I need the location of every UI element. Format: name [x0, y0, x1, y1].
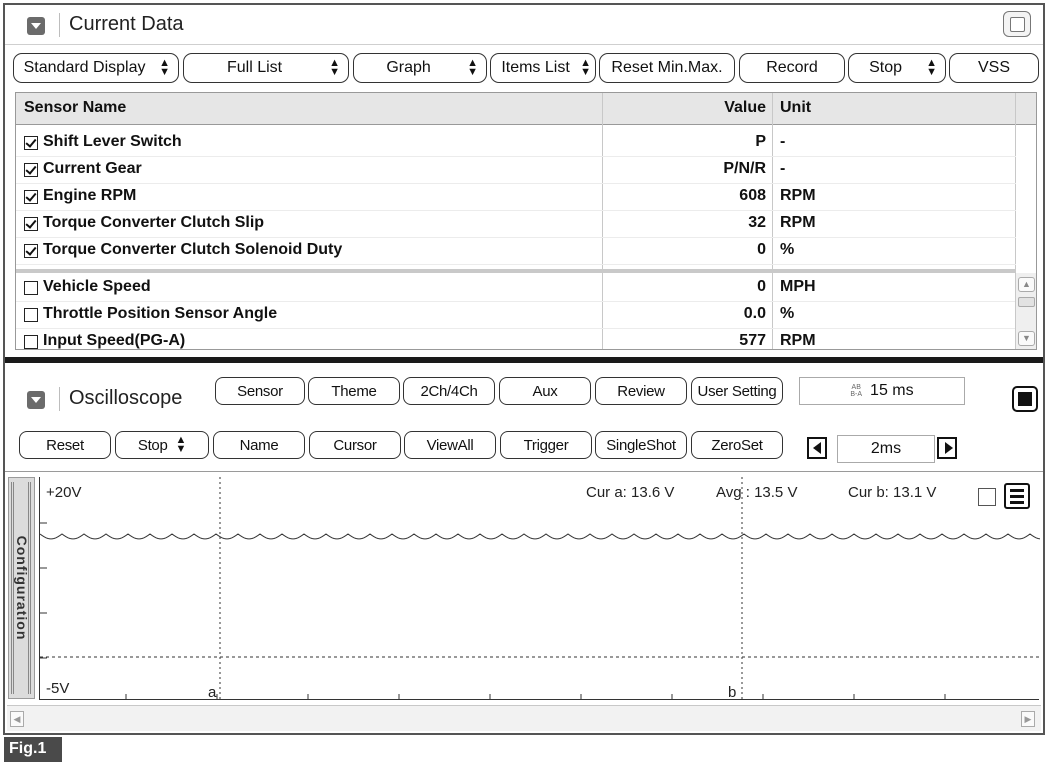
- view-all-button[interactable]: [404, 431, 496, 459]
- record-button[interactable]: [739, 53, 845, 83]
- plot-checkbox[interactable]: [978, 488, 996, 506]
- collapse-oscilloscope-icon[interactable]: [27, 391, 45, 409]
- timebase-decrease-icon[interactable]: [807, 437, 827, 459]
- timebase-readout: [837, 435, 935, 463]
- table-row[interactable]: [16, 157, 1016, 184]
- table-row[interactable]: [16, 130, 1016, 157]
- time-readout: [799, 377, 965, 405]
- zero-set-button[interactable]: [691, 431, 783, 459]
- voltage-waveform: [40, 534, 1040, 539]
- ab-delta-icon: [850, 384, 862, 398]
- items-list-label: Items List: [501, 59, 570, 76]
- sensor-name: Torque Converter Clutch Solenoid Duty: [43, 241, 343, 258]
- menu-lines-icon[interactable]: [1004, 483, 1030, 509]
- sensor-label: Sensor: [237, 382, 283, 400]
- aux-button[interactable]: [499, 377, 591, 405]
- sensor-value: 0: [757, 241, 766, 258]
- scroll-down-icon[interactable]: ▼: [1018, 331, 1035, 346]
- row-checkbox[interactable]: [24, 163, 38, 177]
- aux-label: Aux: [532, 382, 558, 400]
- stop-select[interactable]: [848, 53, 946, 83]
- spinner-icon: ▲ ▼: [467, 57, 478, 78]
- reset-min-max-button[interactable]: [599, 53, 735, 83]
- standard-display-label: Standard Display: [23, 59, 146, 76]
- stop-scope-select[interactable]: [115, 431, 209, 459]
- sensor-name: Throttle Position Sensor Angle: [43, 305, 278, 322]
- configuration-label: Configuration: [14, 535, 30, 641]
- table-row[interactable]: [16, 275, 1016, 302]
- sensor-name: Torque Converter Clutch Slip: [43, 214, 265, 231]
- scroll-left-icon[interactable]: ◀: [10, 711, 24, 727]
- sensor-button[interactable]: [215, 377, 305, 405]
- time-value: 15 ms: [870, 382, 914, 399]
- sensor-name: Vehicle Speed: [43, 278, 151, 295]
- sensor-table: [15, 92, 1037, 350]
- current-data-title: Current Data: [69, 13, 184, 35]
- scope-separator: [5, 471, 1043, 472]
- graph-label: Graph: [386, 59, 431, 76]
- sensor-unit: MPH: [780, 278, 816, 295]
- items-list-select[interactable]: [490, 53, 596, 83]
- single-shot-button[interactable]: [595, 431, 687, 459]
- sensor-unit: %: [780, 305, 795, 322]
- channels-label: 2Ch/4Ch: [420, 382, 478, 400]
- menu-line: [1010, 489, 1024, 492]
- graph-select[interactable]: [353, 53, 487, 83]
- sensor-unit: RPM: [780, 332, 816, 349]
- row-checkbox[interactable]: [24, 217, 38, 231]
- scroll-thumb[interactable]: [1018, 297, 1035, 307]
- sensor-unit: %: [780, 241, 795, 258]
- group-separator: [16, 269, 1016, 273]
- spinner-icon: ▲ ▼: [159, 57, 170, 78]
- sensor-unit: -: [780, 133, 786, 150]
- table-row[interactable]: [16, 302, 1016, 329]
- oscilloscope-plot[interactable]: [39, 477, 1039, 700]
- row-checkbox[interactable]: [24, 244, 38, 258]
- row-checkbox[interactable]: [24, 308, 38, 322]
- view-all-label: ViewAll: [426, 436, 474, 454]
- reset-label: Reset: [46, 436, 84, 454]
- row-checkbox[interactable]: [24, 335, 38, 349]
- maximize-icon[interactable]: [1003, 11, 1031, 37]
- sensor-value: P/N/R: [723, 160, 766, 177]
- scan-tool-window: [3, 3, 1045, 735]
- name-button[interactable]: [213, 431, 305, 459]
- sensor-value: P: [755, 133, 766, 150]
- review-label: Review: [617, 382, 665, 400]
- y-min-label: -5V: [46, 680, 70, 697]
- sensor-name: Input Speed(PG-A): [43, 332, 186, 349]
- spinner-icon: ▲ ▼: [580, 57, 591, 78]
- oscilloscope-title: Oscilloscope: [69, 387, 183, 409]
- timebase-increase-icon[interactable]: [937, 437, 957, 459]
- header-unit[interactable]: Unit: [780, 99, 812, 116]
- user-setting-button[interactable]: [691, 377, 783, 405]
- scroll-up-icon[interactable]: ▲: [1018, 277, 1035, 292]
- full-list-label: Full List: [226, 59, 283, 76]
- header-separator: [59, 13, 60, 37]
- row-checkbox[interactable]: [24, 136, 38, 150]
- cursor-button[interactable]: [309, 431, 401, 459]
- table-scrollbar[interactable]: [1015, 273, 1037, 350]
- row-checkbox[interactable]: [24, 281, 38, 295]
- sensor-value: 577: [739, 332, 766, 349]
- menu-line: [1010, 501, 1024, 504]
- cursor-label: Cursor: [333, 436, 377, 454]
- header-sensor-name[interactable]: Sensor Name: [24, 99, 127, 116]
- timebase-value: 2ms: [870, 440, 902, 457]
- cursor-a-marker: a: [208, 684, 217, 701]
- y-max-label: +20V: [46, 484, 82, 501]
- reset-min-max-label: Reset Min.Max.: [611, 59, 723, 76]
- user-setting-label: User Setting: [697, 382, 777, 400]
- table-row[interactable]: [16, 329, 1016, 350]
- cursor-b-marker: b: [728, 684, 737, 701]
- stop-label: Stop: [869, 59, 903, 76]
- row-checkbox[interactable]: [24, 190, 38, 204]
- scroll-right-icon[interactable]: ▶: [1021, 711, 1035, 727]
- reset-button[interactable]: [19, 431, 111, 459]
- channels-button[interactable]: [403, 377, 495, 405]
- sensor-unit: -: [780, 160, 786, 177]
- sensor-value: 608: [739, 187, 766, 204]
- review-button[interactable]: [595, 377, 687, 405]
- table-row[interactable]: [16, 211, 1016, 238]
- average-reading: Avg : 13.5 V: [716, 484, 798, 501]
- vss-label: VSS: [977, 59, 1010, 76]
- ab-icon-bottom: B-A: [850, 391, 863, 398]
- spinner-icon: ▲ ▼: [175, 434, 187, 455]
- sensor-name: Engine RPM: [43, 187, 137, 204]
- vss-button[interactable]: [949, 53, 1039, 83]
- table-row[interactable]: [16, 184, 1016, 211]
- standard-display-select[interactable]: [13, 53, 179, 83]
- sensor-value: 0: [757, 278, 766, 295]
- spinner-icon: ▲ ▼: [329, 57, 340, 78]
- zero-set-label: ZeroSet: [711, 436, 763, 454]
- stop-scope-label: Stop: [137, 436, 168, 454]
- x-ticks: [126, 694, 945, 700]
- sensor-name: Current Gear: [43, 160, 142, 177]
- theme-button[interactable]: [308, 377, 400, 405]
- horizontal-scrollbar[interactable]: [7, 705, 1041, 731]
- collapse-current-data-icon[interactable]: [27, 17, 45, 35]
- header-value[interactable]: Value: [724, 99, 766, 116]
- trigger-button[interactable]: [500, 431, 592, 459]
- current-data-header: [5, 5, 1043, 45]
- cursor-b-reading: Cur b: 13.1 V: [848, 484, 937, 501]
- record-label: Record: [766, 59, 818, 76]
- single-shot-label: SingleShot: [606, 436, 676, 454]
- cursor-a-reading: Cur a: 13.6 V: [586, 484, 675, 501]
- menu-line: [1010, 495, 1024, 498]
- sensor-name: Shift Lever Switch: [43, 133, 182, 150]
- sensor-unit: RPM: [780, 187, 816, 204]
- waveform-canvas: [40, 477, 1040, 700]
- table-header: [16, 93, 1036, 125]
- theme-label: Theme: [331, 382, 377, 400]
- sensor-value: 32: [748, 214, 766, 231]
- panel-divider[interactable]: [5, 357, 1043, 363]
- sensor-unit: RPM: [780, 214, 816, 231]
- header-separator: [59, 387, 60, 411]
- trigger-label: Trigger: [523, 436, 569, 454]
- ab-icon-top: AB: [851, 384, 861, 391]
- name-label: Name: [239, 436, 279, 454]
- stop-square-icon[interactable]: [1012, 386, 1038, 412]
- full-list-select[interactable]: [183, 53, 349, 83]
- sensor-value: 0.0: [743, 305, 766, 322]
- spinner-icon: ▲ ▼: [926, 57, 937, 78]
- table-row[interactable]: [16, 238, 1016, 265]
- figure-label: Fig.1: [4, 737, 62, 762]
- y-ticks: [40, 523, 47, 658]
